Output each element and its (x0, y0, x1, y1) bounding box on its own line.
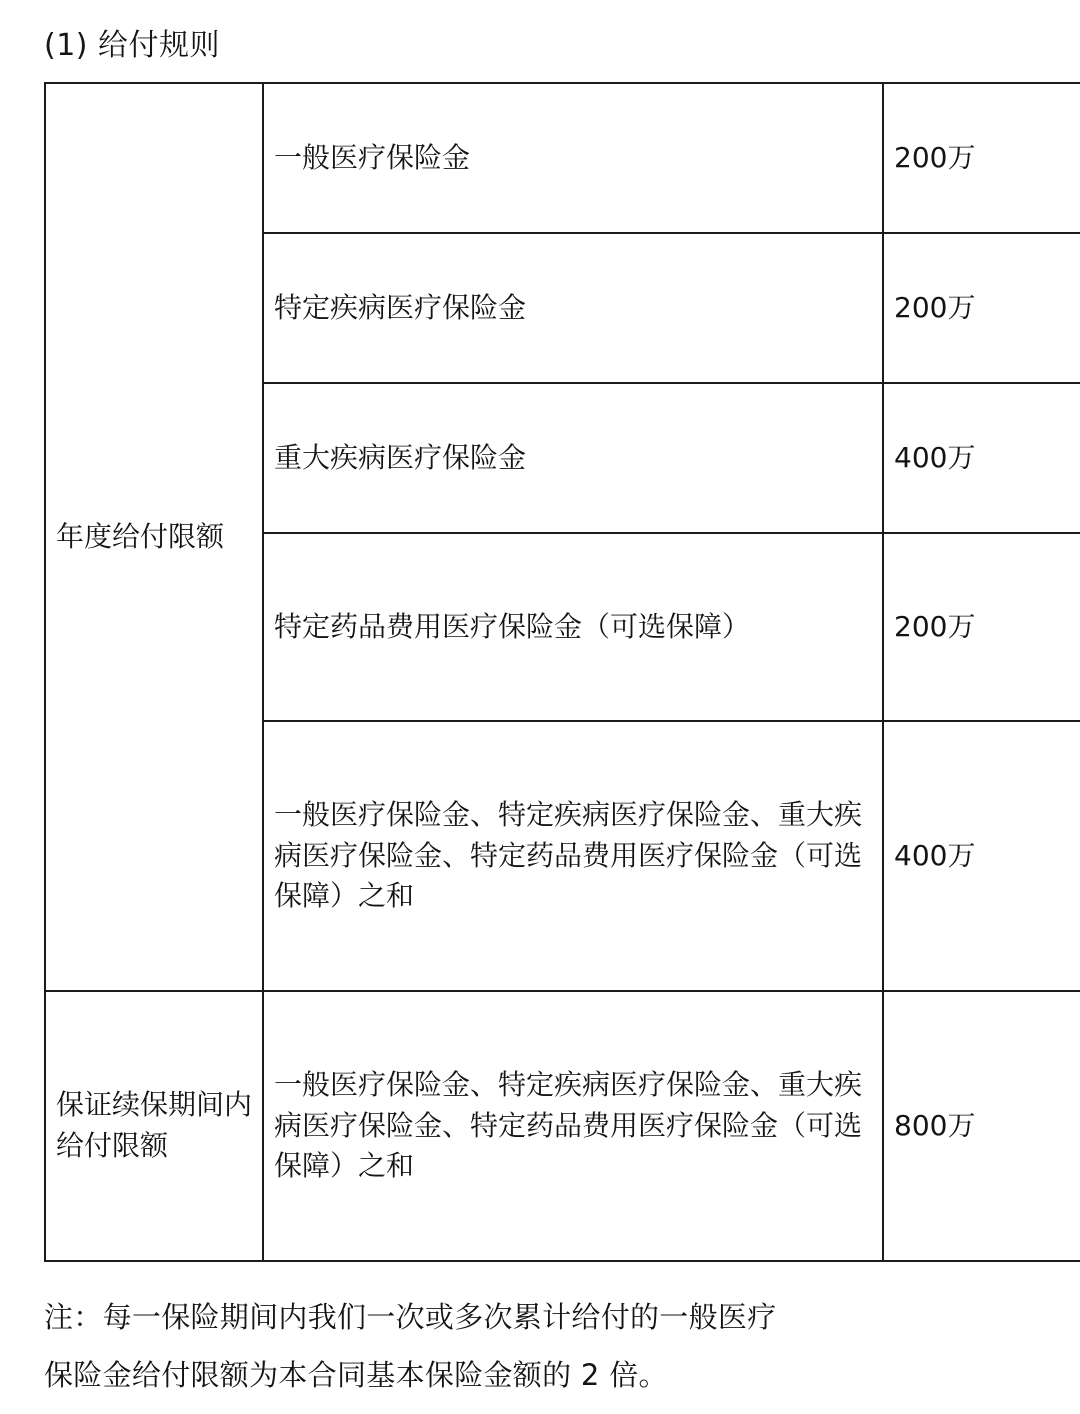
table-row (45, 83, 1080, 233)
benefit-amount: 200万 (883, 83, 1080, 233)
benefit-amount: 200万 (883, 233, 1080, 383)
page-title: (1) 给付规则 (44, 28, 221, 63)
category-annual-limit: 年度给付限额 (45, 83, 263, 991)
note-line: 注：每一保险期间内我们一次或多次累计给付的一般医疗 (44, 1300, 777, 1334)
benefit-item: 重大疾病医疗保险金 (263, 383, 883, 533)
benefit-amount: 400万 (883, 721, 1080, 991)
table-row (45, 991, 1080, 1261)
benefit-amount: 200万 (883, 533, 1080, 721)
table-note (44, 1288, 1036, 1404)
benefit-item: 特定疾病医疗保险金 (263, 233, 883, 383)
category-guaranteed-renewal-limit: 保证续保期间内给付限额 (45, 991, 263, 1261)
benefit-amount: 800万 (883, 991, 1080, 1261)
benefit-item: 一般医疗保险金、特定疾病医疗保险金、重大疾病医疗保险金、特定药品费用医疗保险金（可选保障）之和 (263, 721, 883, 991)
benefit-item: 特定药品费用医疗保险金（可选保障） (263, 533, 883, 721)
benefit-item: 一般医疗保险金、特定疾病医疗保险金、重大疾病医疗保险金、特定药品费用医疗保险金（可选保障）之和 (263, 991, 883, 1261)
benefit-item: 一般医疗保险金 (263, 83, 883, 233)
benefit-amount: 400万 (883, 383, 1080, 533)
benefit-rules-table (44, 82, 1080, 1262)
note-line: 保险金给付限额为本合同基本保险金额的 2 倍。 (44, 1358, 668, 1392)
